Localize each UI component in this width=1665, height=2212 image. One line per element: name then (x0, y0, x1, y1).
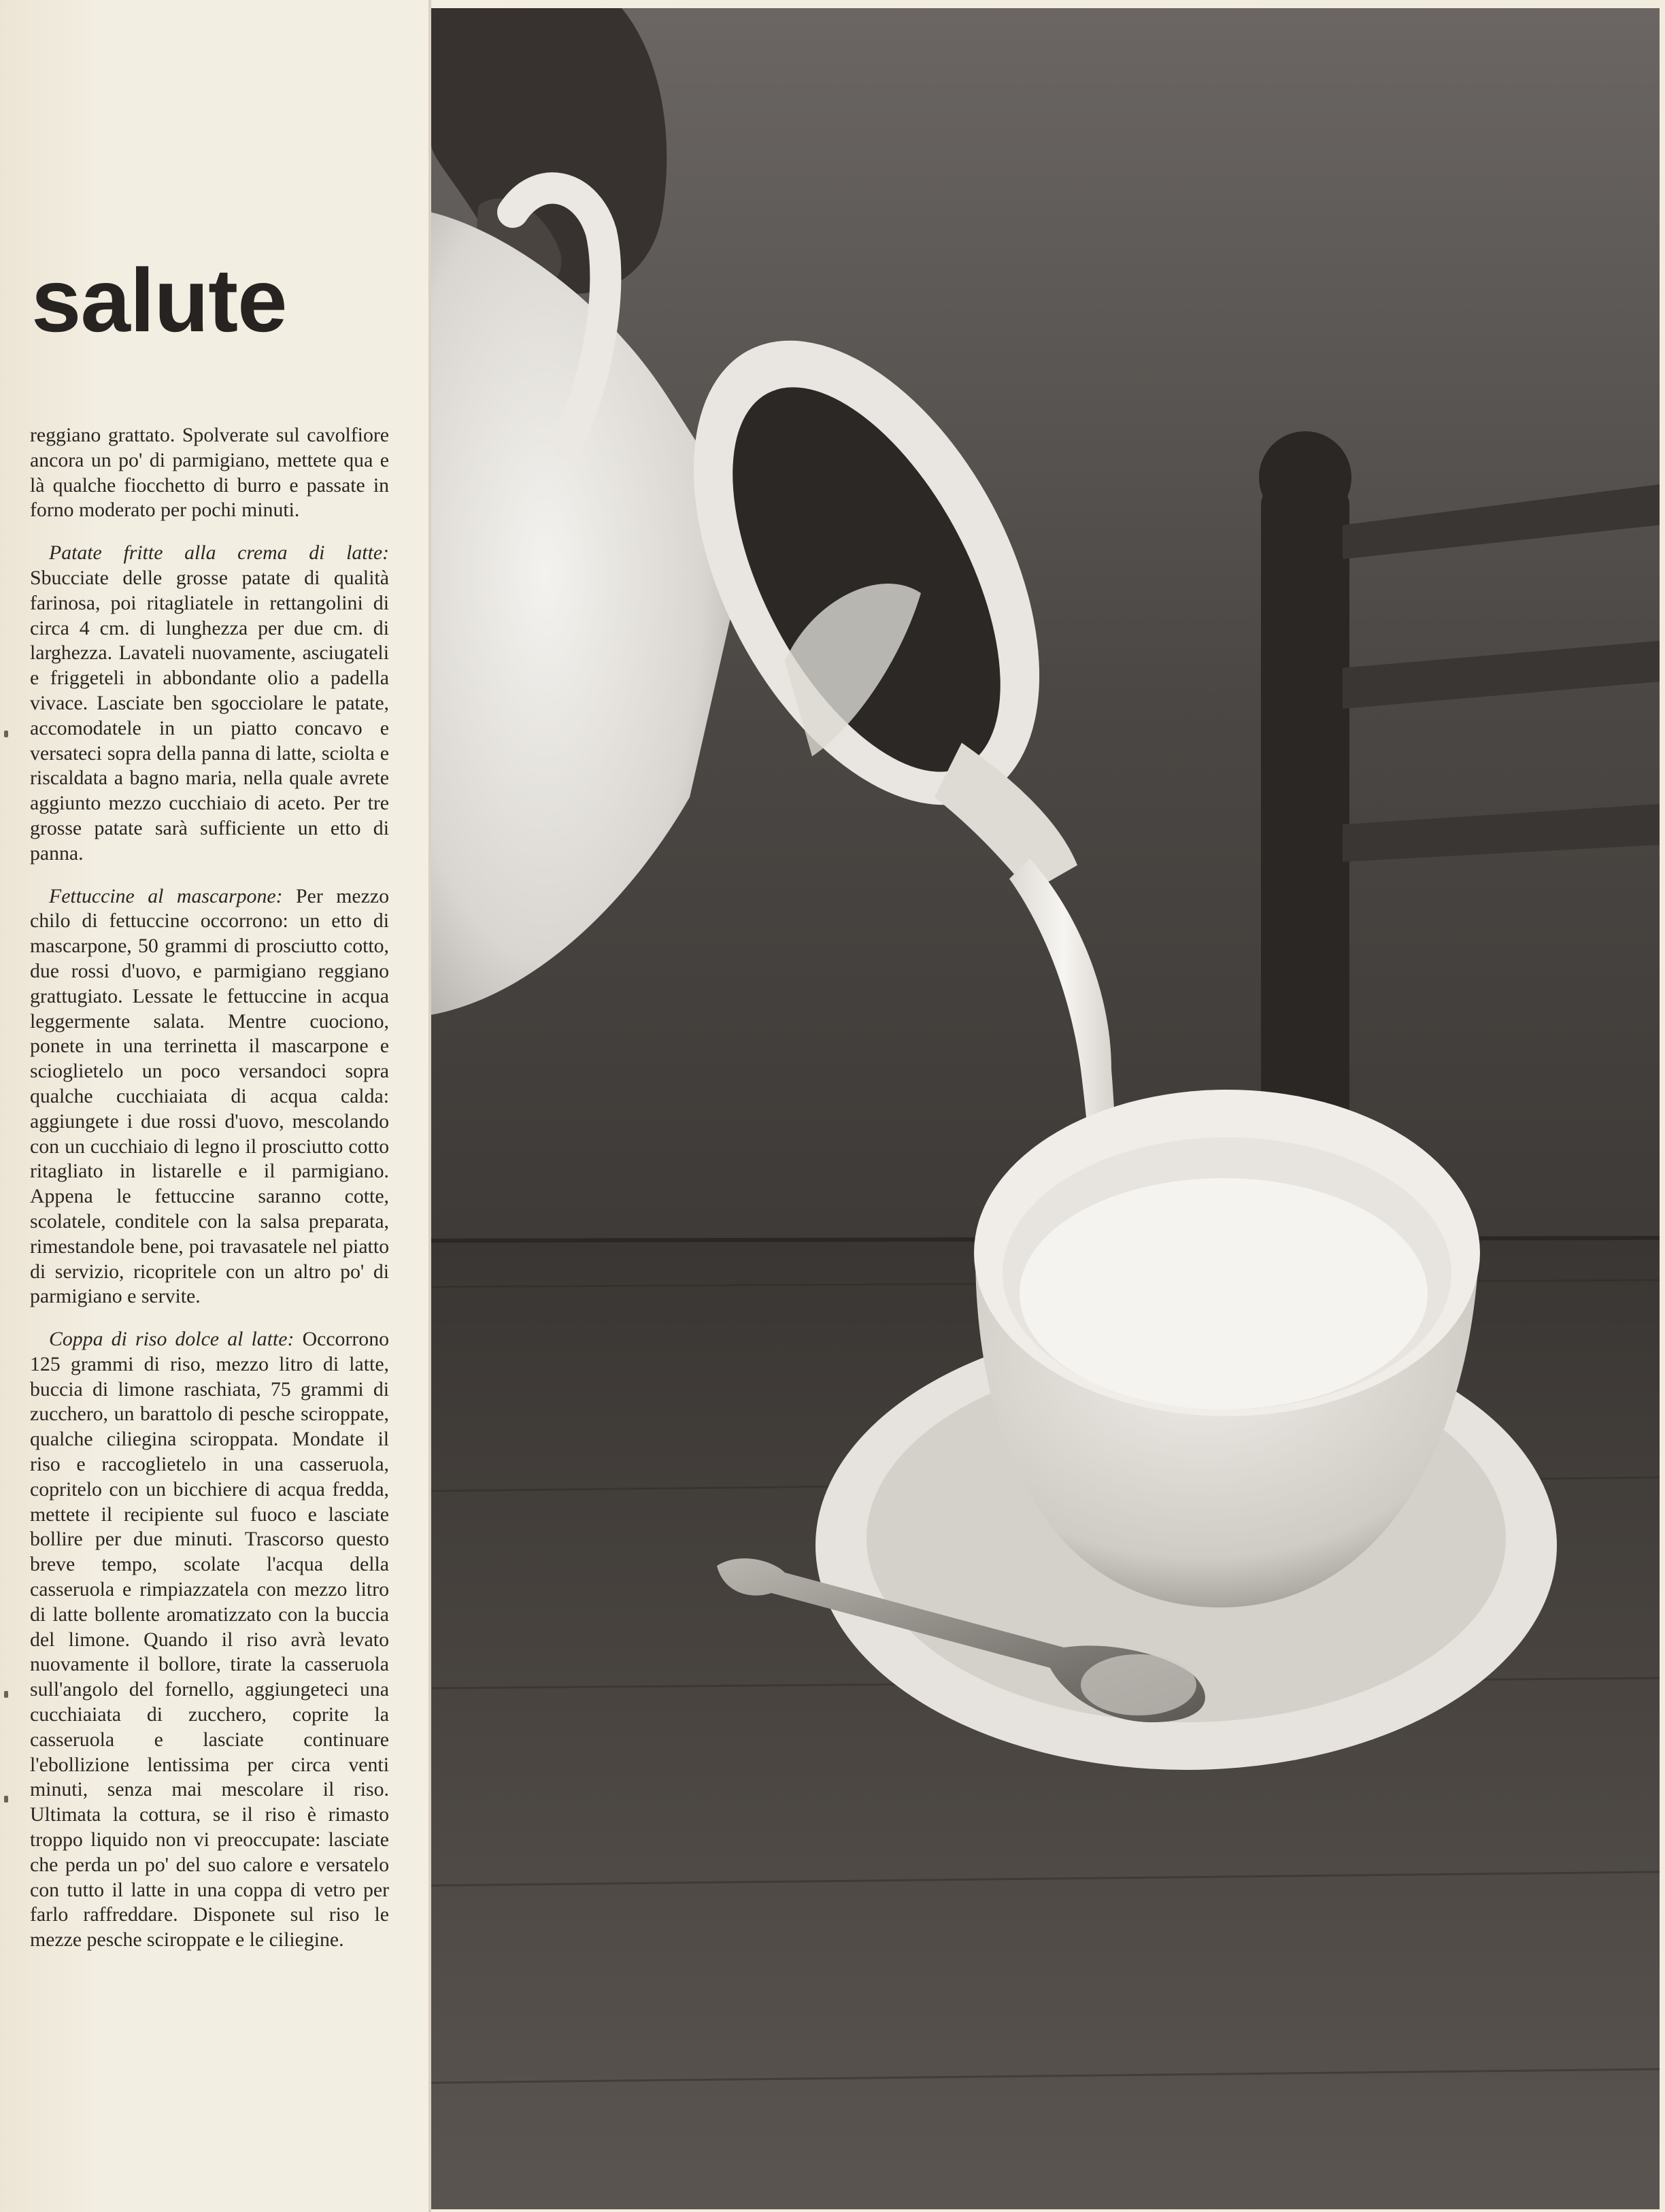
milk-pouring-photo (431, 8, 1660, 2209)
margin-mark (4, 1796, 8, 1803)
section-title: salute (31, 250, 287, 351)
recipe-text: Per mezzo chilo di fettuccine occorrono: un etto di mascarpone, 50 grammi di prosciutto cotto, due rossi d'uovo, e parmigiano reggiano grattugiato. Lessate le fettuccine in acqua leggermente salata. Mentre cuociono, ponete in una terrinetta il mascarpone e scioglietelo un poco versandoci sopra qualche cucchiaiata di acqua calda: aggiungete i due rossi d'uovo, mescolando con un cucchiaio di legno il prosciutto cotto ritagliato in listarelle e il parmigiano. Appena le fettuccine saranno cotte, scolatele, conditele con la salsa preparata, rimestandole bene, poi travasatele nel piatto di servizio, ricopritele con un altro po' di parmigiano e servite. (30, 884, 390, 1308)
article-intro: reggiano grattato. Spolverate sul cavolfiore ancora un po' di parmigiano, mettete qua e là qualche fiocchetto di burro e passate in forno moderato per pochi minuti. (30, 424, 389, 522)
recipe-title: Fettuccine al mascarpone: (49, 884, 283, 907)
recipe-paragraph (30, 1327, 389, 1953)
recipe-title: Coppa di riso dolce al latte: (49, 1328, 295, 1351)
article-column (30, 423, 389, 1971)
recipe-paragraph (30, 884, 389, 1310)
recipe-title: Patate fritte alla crema di latte: (49, 541, 389, 565)
recipe-paragraph (30, 541, 389, 866)
margin-mark (4, 731, 8, 737)
photo-illustration (431, 8, 1660, 2209)
recipe-text: Sbucciate delle grosse patate di qualità farinosa, poi ritagliatele in rettangolini di circa 4 cm. di lunghezza per due cm. di larghezza. Lavateli nuovamente, asciugateli e friggeteli in abbondante olio a padella vivace. Lasciate ben sgocciolare le patate, accomodatele in un piatto concavo e versateci sopra della panna di latte, sciolta e riscaldata a bagno maria, nella quale avrete aggiunto mezzo cucchiaio di aceto. Per tre grosse patate sarà sufficiente un etto di panna. (30, 566, 389, 865)
margin-mark (4, 1691, 8, 1698)
recipe-text: Occorrono 125 grammi di riso, mezzo litro di latte, buccia di limone raschiata, 75 grammi di zucchero, un barattolo di pesche sciroppate, qualche ciliegina sciroppata. Mondate il riso e raccoglietelo in una casseruola, copritelo con un bicchiere di acqua fredda, mettete il recipiente sul fuoco e lasciate bollire per due minuti. Trascorso questo breve tempo, scolate l'acqua della casseruola e rimpiazzatela con mezzo litro di latte bollente aromatizzato con la buccia del limone. Quando il riso avrà levato nuovamente il bollore, tirate la casseruola sull'angolo del fornello, aggiungeteci una cucchiaiata di zucchero, coprite la casseruola e lasciate continuare l'ebollizione lentissima per circa venti minuti, senza mai mescolare il riso. Ultimata la cottura, se il riso è rimasto troppo liquido non vi preoccupate: lasciate che perda un po' del suo calore e versatelo con tutto il latte in una coppa di vetro per farlo raffreddare. Disponete sul riso le mezze pesche sciroppate e le ciliegine. (30, 1328, 389, 1951)
